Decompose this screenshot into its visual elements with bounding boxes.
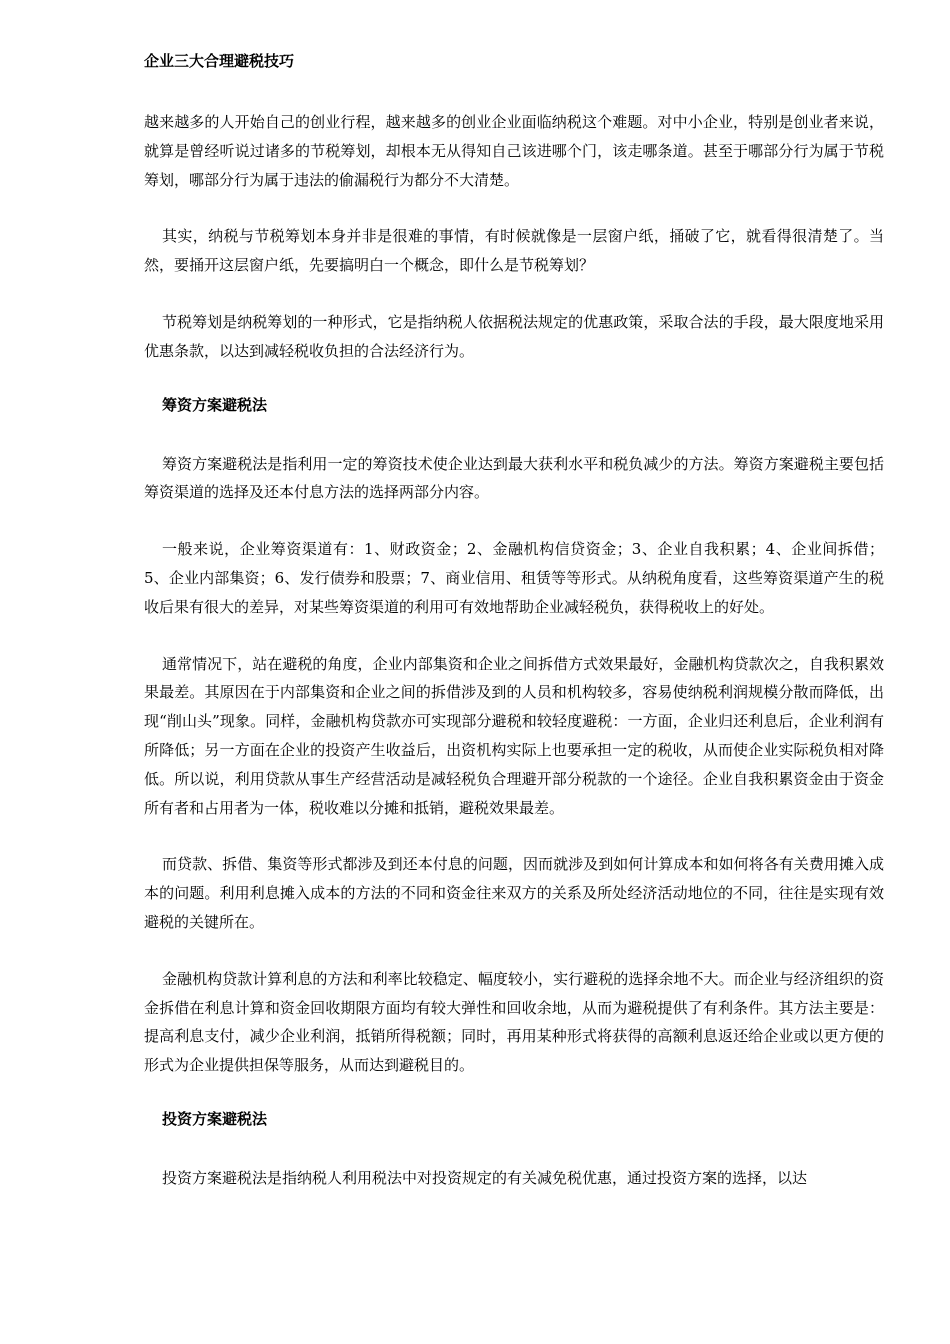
investment-paragraph-1: 投资方案避税法是指纳税人利用税法中对投资规定的有关减免税优惠，通过投资方案的选择，以达: [162, 1168, 808, 1187]
intro-paragraph-3: 节税筹划是纳税筹划的一种形式，它是指纳税人依据税法规定的优惠政策，采取合法的手段，最大限度地采用优惠条款，以达到减轻税收负担的合法经济行为。: [144, 312, 884, 360]
financing-paragraph-4: 而贷款、拆借、集资等形式都涉及到还本付息的问题，因而就涉及到如何计算成本和如何将各有关费用摊入成本的问题。利用利息摊入成本的方法的不同和资金往来双方的关系及所处经济活动地位的不同，往往是实现有效避税的关键所在。: [144, 855, 884, 931]
financing-paragraph-1: 筹资方案避税法是指利用一定的筹资技术使企业达到最大获利水平和税负减少的方法。筹资方案避税主要包括筹资渠道的选择及还本付息方法的选择两部分内容。: [144, 454, 884, 502]
section-heading-financing: 筹资方案避税法: [162, 395, 268, 414]
section-heading-investment: 投资方案避税法: [162, 1109, 268, 1128]
financing-paragraph-5: 金融机构贷款计算利息的方法和利率比较稳定、幅度较小，实行避税的选择余地不大。而企业与经济组织的资金拆借在利息计算和资金回收期限方面均有较大弹性和回收余地，从而为避税提供了有利条件。其方法主要是：提高利息支付，减少企业利润，抵销所得税额；同时，再用某种形式将获得的高额利息返还给企业或以更方便的形式为企业提供担保等服务，从而达到避税目的。: [144, 969, 884, 1075]
financing-paragraph-3: 通常情况下，站在避税的角度，企业内部集资和企业之间拆借方式效果最好，金融机构贷款次之，自我积累效果最差。其原因在于内部集资和企业之间的拆借涉及到的人员和机构较多，容易使纳税利润规模分散而降低，出现“削山头”现象。同样，金融机构贷款亦可实现部分避税和较轻度避税：一方面，企业归还利息后，企业利润有所降低；另一方面在企业的投资产生收益后，出资机构实际上也要承担一定的税收，从而使企业实际税负相对降低。所以说，利用贷款从事生产经营活动是减轻税负合理避开部分税款的一个途径。企业自我积累资金由于资金所有者和占用者为一体，税收难以分摊和抵销，避税效果最差。: [144, 654, 884, 817]
intro-paragraph-1: 越来越多的人开始自己的创业行程，越来越多的创业企业面临纳税这个难题。对中小企业，特别是创业者来说，就算是曾经听说过诸多的节税筹划，却根本无从得知自己该进哪个门，该走哪条道。甚至于哪部分行为属于节税筹划，哪部分行为属于违法的偷漏税行为都分不大清楚。: [144, 113, 884, 189]
document-page: [144, 50, 884, 1221]
financing-paragraph-2: 一般来说，企业筹资渠道有：1、财政资金；2、金融机构信贷资金；3、企业自我积累；4、企业间拆借；5、企业内部集资；6、发行债券和股票；7、商业信用、租赁等等形式。从纳税角度看，这些筹资渠道产生的税收后果有很大的差异，对某些筹资渠道的利用可有效地帮助企业减轻税负，获得税收上的好处。: [144, 540, 884, 616]
document-title: 企业三大合理避税技巧: [144, 52, 295, 70]
intro-paragraph-2: 其实，纳税与节税筹划本身并非是很难的事情，有时候就像是一层窗户纸，捅破了它，就看得很清楚了。当然，要捅开这层窗户纸，先要搞明白一个概念，即什么是节税筹划？: [144, 227, 884, 275]
